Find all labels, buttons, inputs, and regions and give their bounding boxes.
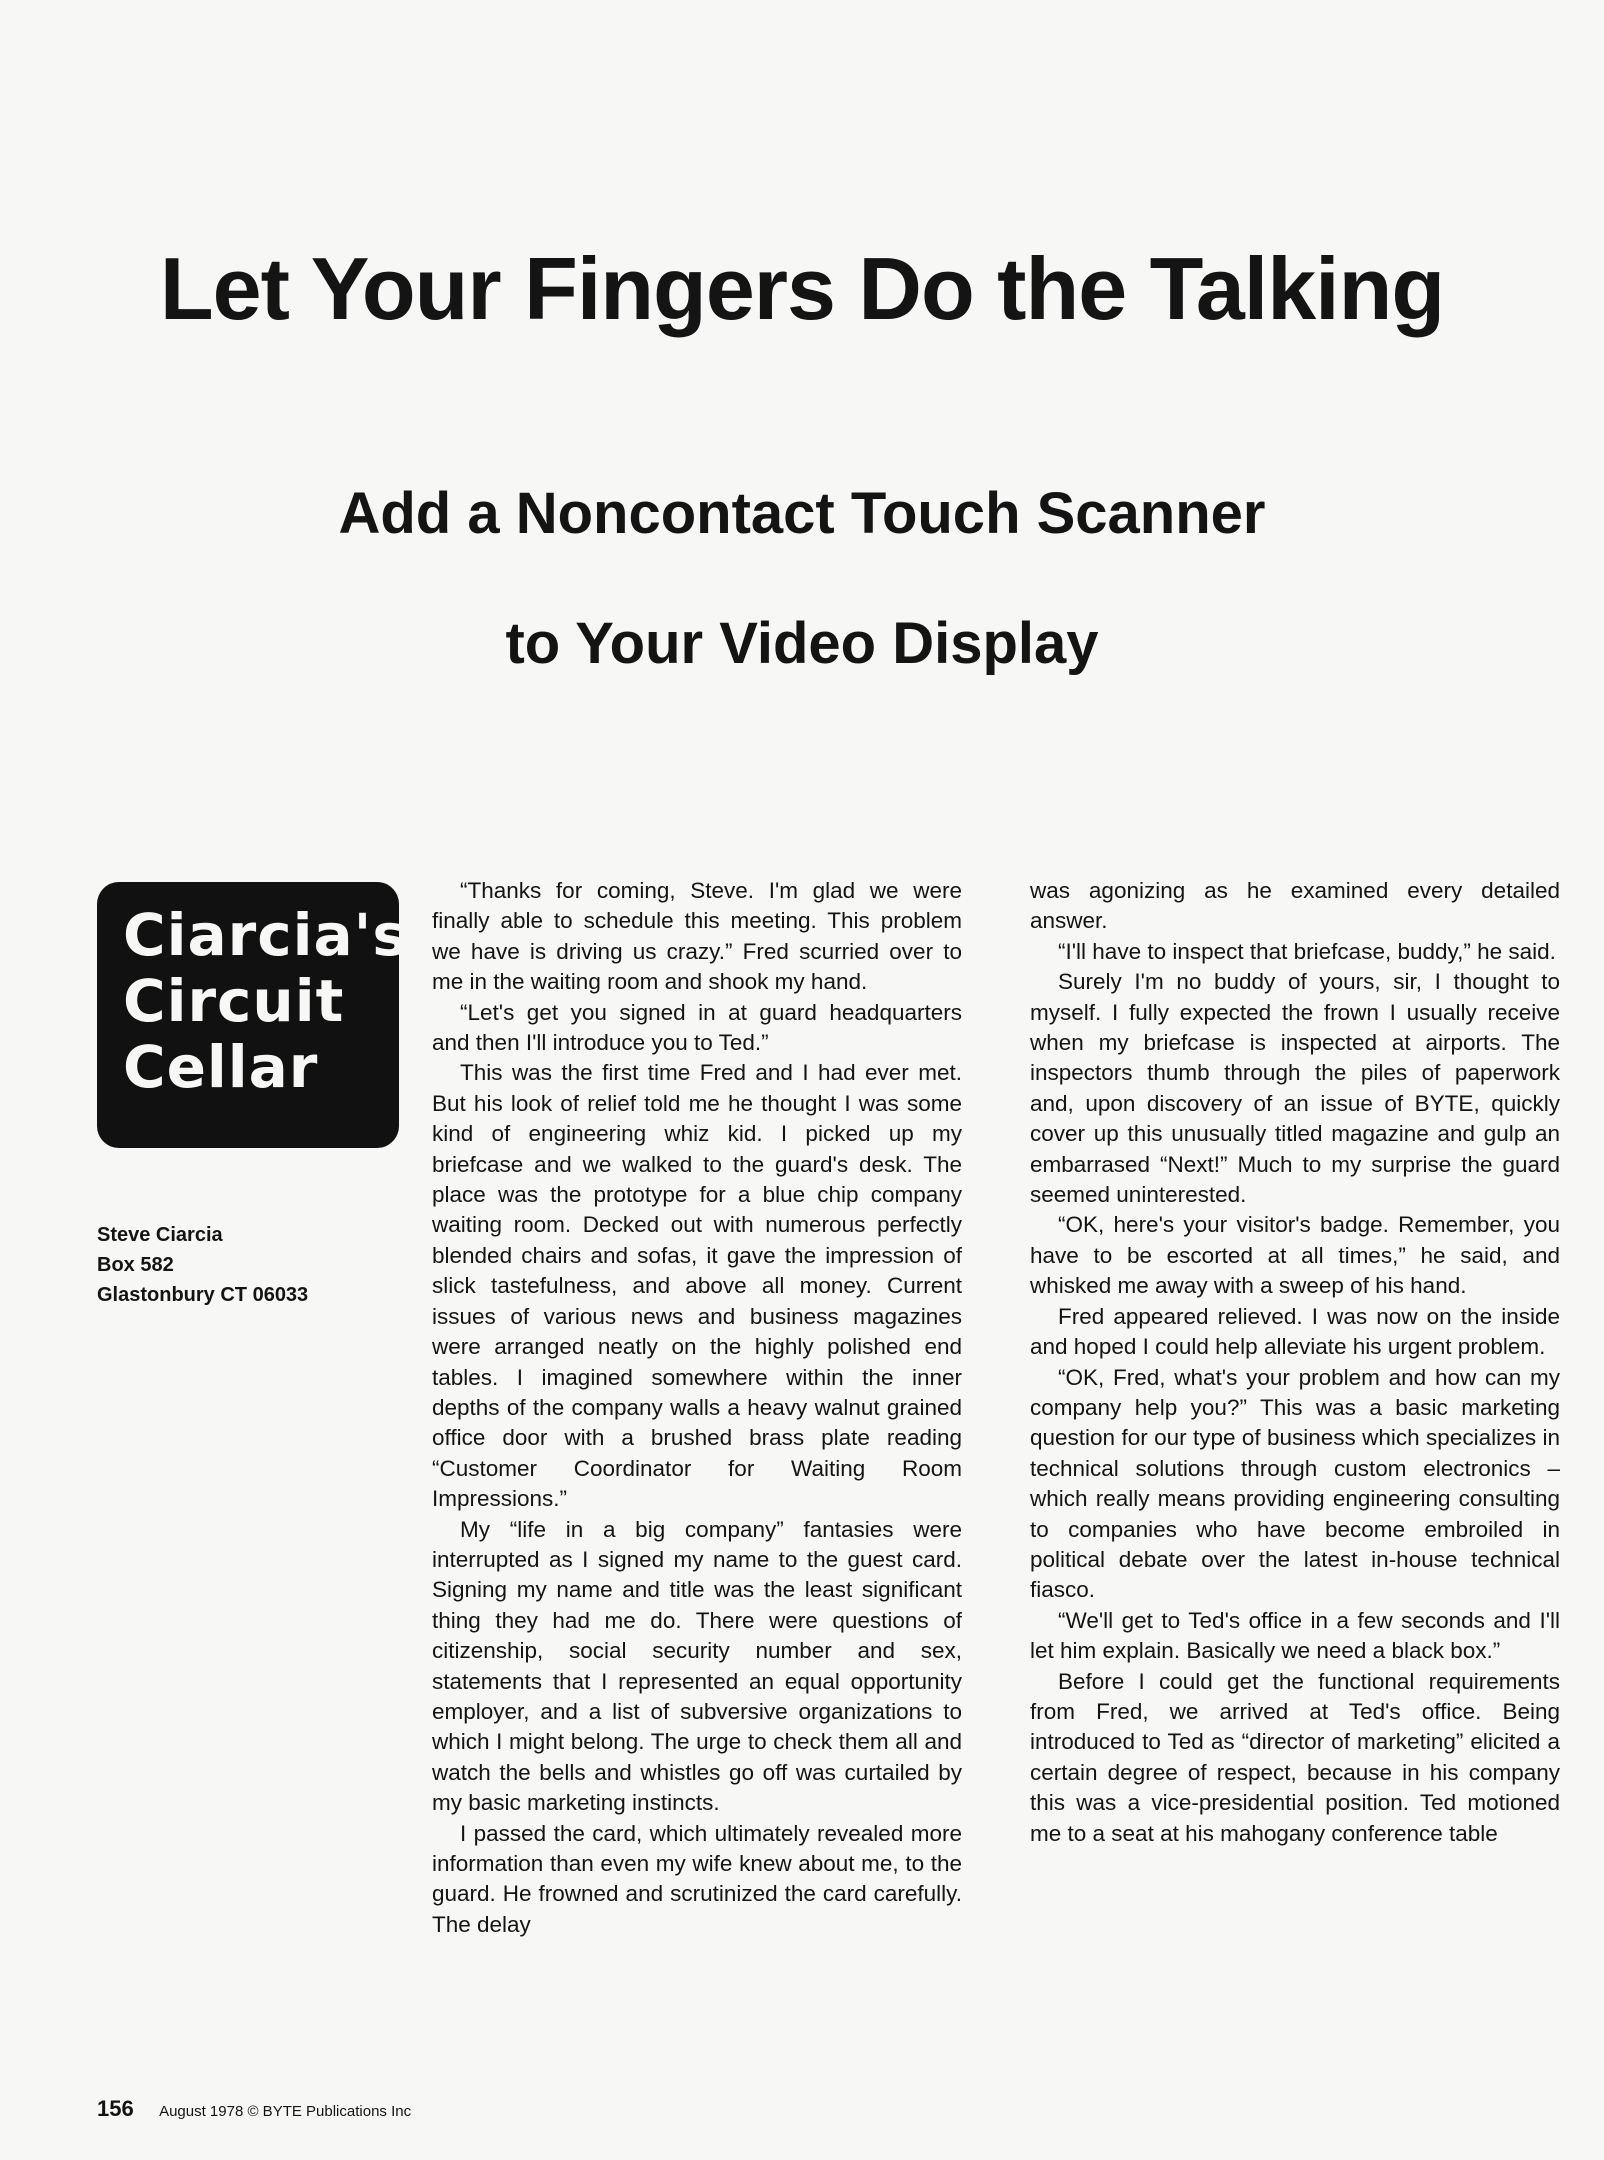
paragraph: Fred appeared relieved. I was now on the inside and hoped I could help alleviate his urgent problem. bbox=[1030, 1303, 1560, 1360]
logo-line-1: Ciarcia's bbox=[123, 901, 408, 969]
paragraph: “Thanks for coming, Steve. I'm glad we were finally able to schedule this meeting. This problem we have is driving us crazy.” Fred scurried over to me in the waiting room and shook my hand. bbox=[432, 878, 962, 995]
logo-line-2: Circuit bbox=[123, 967, 345, 1035]
paragraph: I passed the card, which ultimately revealed more information than even my wife knew about me, to the guard. He frowned and scrutinized the card carefully. The delay bbox=[432, 1820, 962, 1937]
issue-info: August 1978 © BYTE Publications Inc bbox=[159, 2103, 412, 2120]
paragraph: “I'll have to inspect that briefcase, buddy,” he said. bbox=[1058, 938, 1556, 964]
article-subtitle-line-2: to Your Video Display bbox=[505, 611, 1099, 676]
paragraph: This was the first time Fred and I had ever met. But his look of relief told me he thought I was some kind of engineering whiz kid. I picked up my briefcase and we walked to the guard's desk. The place was the prototype for a blue chip company waiting room. Decked out with numerous perfectly blended chairs and sofas, it gave the impression of slick tastefulness, and above all money. Current issues of various news and business magazines were arranged neatly on the highly polished end tables. I imagined somewhere within the inner depths of the company walls a heavy walnut grained office door with a brushed brass plate reading “Customer Coordinator for Waiting Room Impressions.” bbox=[432, 1060, 962, 1512]
article-subtitle-line-1: Add a Noncontact Touch Scanner bbox=[338, 481, 1266, 546]
circuit-cellar-logo bbox=[97, 882, 408, 1148]
logo-line-3: Cellar bbox=[123, 1033, 319, 1101]
paragraph: “OK, Fred, what's your problem and how can my company help you?” This was a basic marketing question for our type of business which specializes in technical solutions through custom electronics – which really means providing engineering consulting to companies who have become embroiled in political debate over the latest in-house technical fiasco. bbox=[1030, 1364, 1560, 1603]
body-column-2 bbox=[1030, 876, 1560, 1849]
author-city: Glastonbury CT 06033 bbox=[97, 1284, 309, 1306]
page-number: 156 bbox=[97, 2096, 134, 2121]
body-column-1 bbox=[432, 876, 962, 1940]
paragraph: “Let's get you signed in at guard headquarters and then I'll introduce you to Ted.” bbox=[432, 999, 962, 1056]
paragraph: Before I could get the functional requirements from Fred, we arrived at Ted's office. Being introduced to Ted as “director of marketing” elicited a certain degree of respect, because in his company this was a vice-presidential position. Ted motioned me to a seat at his mahogany conference table bbox=[1030, 1668, 1560, 1846]
paragraph-continued: was agonizing as he examined every detailed answer. bbox=[1030, 878, 1560, 934]
article-title: Let Your Fingers Do the Talking bbox=[159, 239, 1445, 338]
paragraph: My “life in a big company” fantasies were interrupted as I signed my name to the guest card. Signing my name and title was the least significant thing they had me do. There were questions of citizenship, social security number and sex, statements that I represented an equal opportunity employer, and a list of subversive organizations to which I might belong. The urge to check them all and watch the bells and whistles go off was curtailed by my basic marketing instincts. bbox=[432, 1516, 962, 1816]
author-address-block bbox=[97, 1220, 308, 1310]
paragraph: “We'll get to Ted's office in a few seconds and I'll let him explain. Basically we need a black box.” bbox=[1030, 1607, 1560, 1664]
paragraph: “OK, here's your visitor's badge. Remember, you have to be escorted at all times,” he said, and whisked me away with a sweep of his hand. bbox=[1030, 1212, 1560, 1299]
author-box: Box 582 bbox=[97, 1254, 174, 1276]
author-name: Steve Ciarcia bbox=[97, 1224, 223, 1246]
paragraph: Surely I'm no buddy of yours, sir, I thought to myself. I fully expected the frown I usually receive when my briefcase is inspected at airports. The inspectors thumb through the piles of paperwork and, upon discovery of an issue of BYTE, quickly cover up this unusually titled magazine and gulp an embarrased “Next!” Much to my surprise the guard seemed uninterested. bbox=[1030, 969, 1560, 1208]
page-footer bbox=[97, 2096, 411, 2122]
